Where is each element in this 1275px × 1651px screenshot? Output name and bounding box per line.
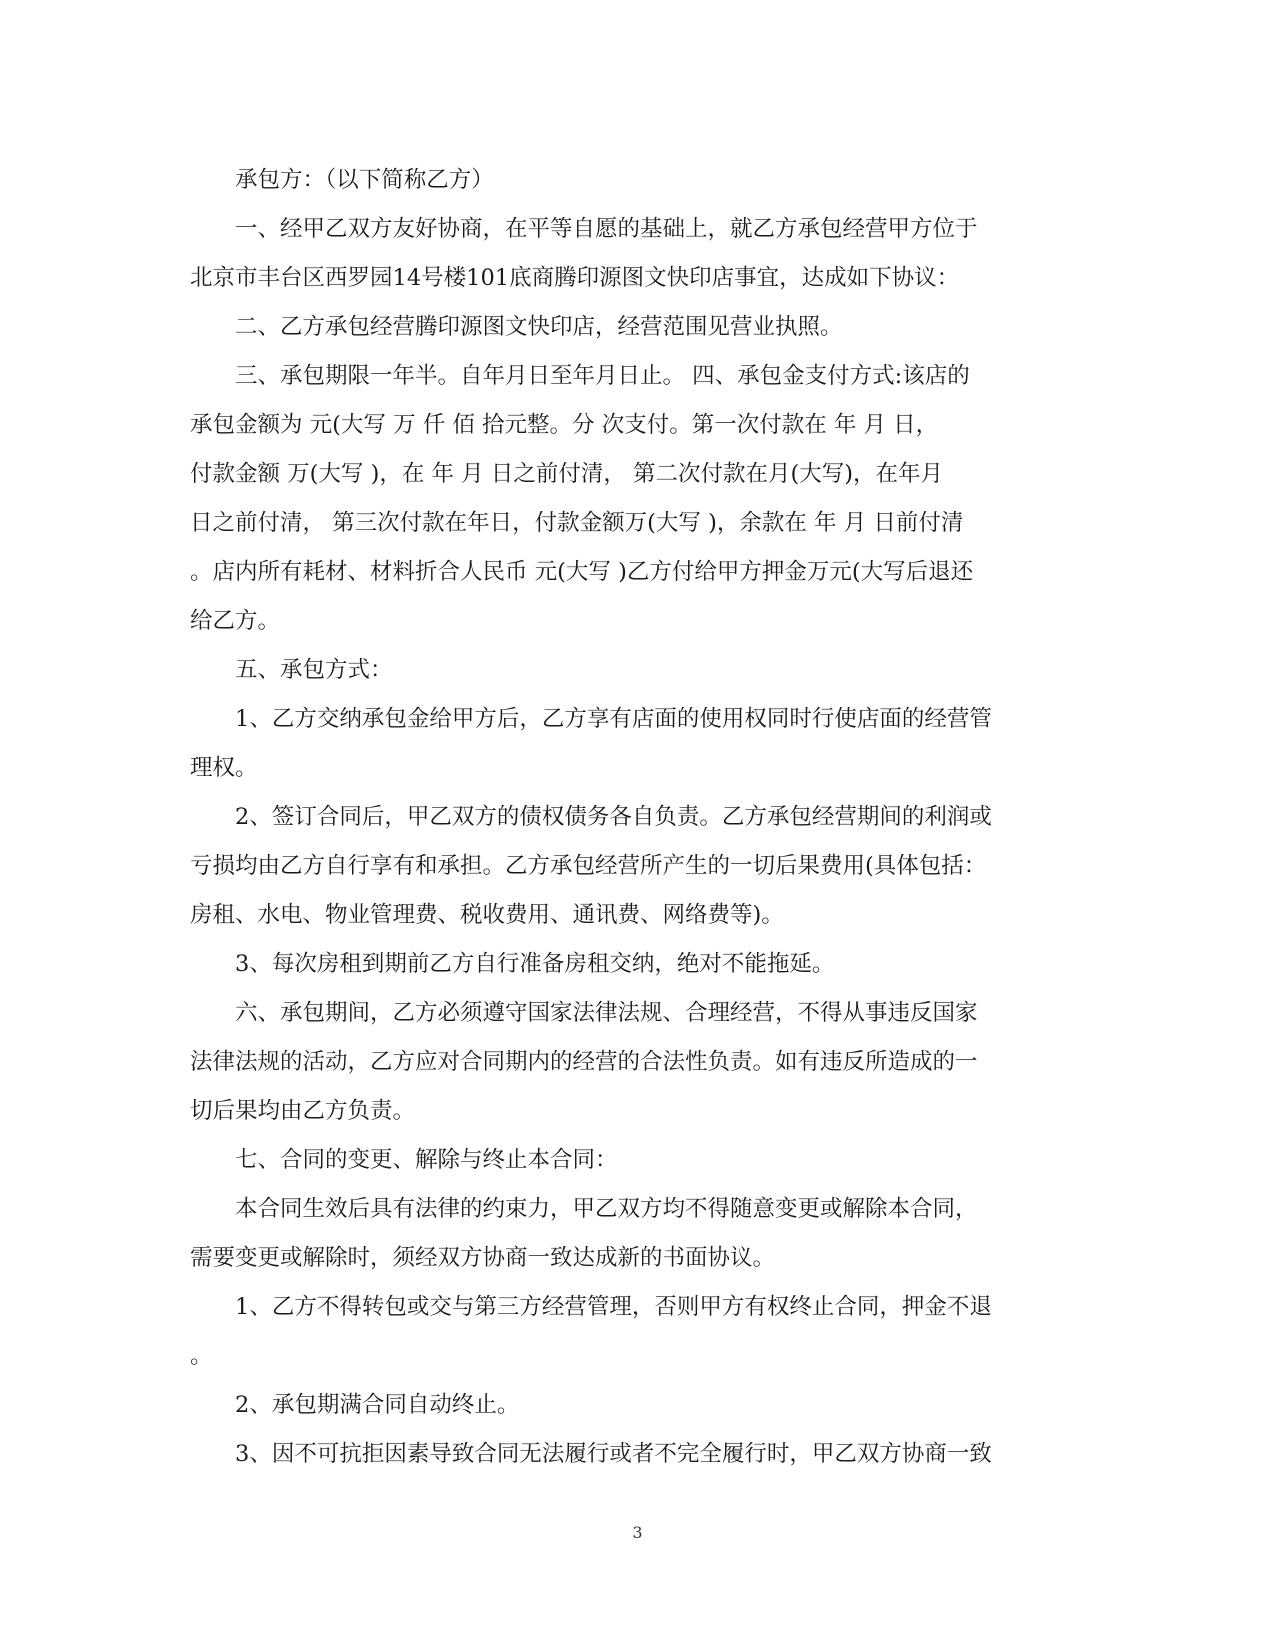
text-line: 三、承包期限一年半。自年月日至年月日止。 四、承包金支付方式:该店的	[235, 363, 970, 389]
text-line: 3、每次房租到期前乙方自行准备房租交纳，绝对不能拖延。	[235, 951, 835, 977]
text-line: 2、签订合同后，甲乙双方的债权债务各自负责。乙方承包经营期间的利润或	[235, 804, 992, 830]
text-line: 。店内所有耗材、材料折合人民币 元(大写 )乙方付给甲方押金万元(大写后退还	[190, 559, 974, 585]
text-line: 二、乙方承包经营腾印源图文快印店，经营范围见营业执照。	[235, 314, 843, 340]
text-line: 。	[190, 1343, 213, 1369]
text-line: 本合同生效后具有法律的约束力，甲乙双方均不得随意变更或解除本合同，	[235, 1196, 978, 1222]
text-line: 日之前付清， 第三次付款在年日，付款金额万(大写 )，余款在 年 月 日前付清	[190, 510, 964, 536]
text-line: 法律法规的活动，乙方应对合同期内的经营的合法性负责。如有违反所造成的一	[190, 1049, 978, 1075]
text-line: 承包金额为 元(大写 万 仟 佰 拾元整。分 次支付。第一次付款在 年 月 日，	[190, 412, 939, 438]
text-line: 需要变更或解除时，须经双方协商一致达成新的书面协议。	[190, 1245, 776, 1271]
text-line: 一、经甲乙双方友好协商，在平等自愿的基础上，就乙方承包经营甲方位于	[235, 216, 978, 242]
text-line: 亏损均由乙方自行享有和承担。乙方承包经营所产生的一切后果费用(具体包括：	[190, 853, 987, 879]
text-line: 五、承包方式：	[235, 657, 393, 683]
text-line: 理权。	[190, 755, 258, 781]
text-line: 承包方：（以下简称乙方）	[235, 167, 494, 193]
text-line: 1、乙方不得转包或交与第三方经营管理，否则甲方有权终止合同，押金不退	[235, 1294, 992, 1320]
text-line: 给乙方。	[190, 608, 281, 634]
text-line: 付款金额 万(大写 )，在 年 月 日之前付清， 第二次付款在月(大写)，在年月	[190, 461, 944, 487]
text-line: 北京市丰台区西罗园14号楼101底商腾印源图文快印店事宜，达成如下协议：	[190, 265, 960, 291]
text-line: 3、因不可抗拒因素导致合同无法履行或者不完全履行时，甲乙双方协商一致	[235, 1441, 992, 1467]
text-line: 房租、水电、物业管理费、税收费用、通讯费、网络费等)。	[190, 902, 784, 928]
text-line: 六、承包期间，乙方必须遵守国家法律法规、合理经营，不得从事违反国家	[235, 1000, 978, 1026]
text-line: 2、承包期满合同自动终止。	[235, 1392, 520, 1418]
text-line: 切后果均由乙方负责。	[190, 1098, 416, 1124]
text-line: 七、合同的变更、解除与终止本合同：	[235, 1147, 618, 1173]
text-line: 1、乙方交纳承包金给甲方后，乙方享有店面的使用权同时行使店面的经营管	[235, 706, 992, 732]
document-body	[190, 156, 1080, 1479]
page-number: 3	[632, 1523, 643, 1542]
